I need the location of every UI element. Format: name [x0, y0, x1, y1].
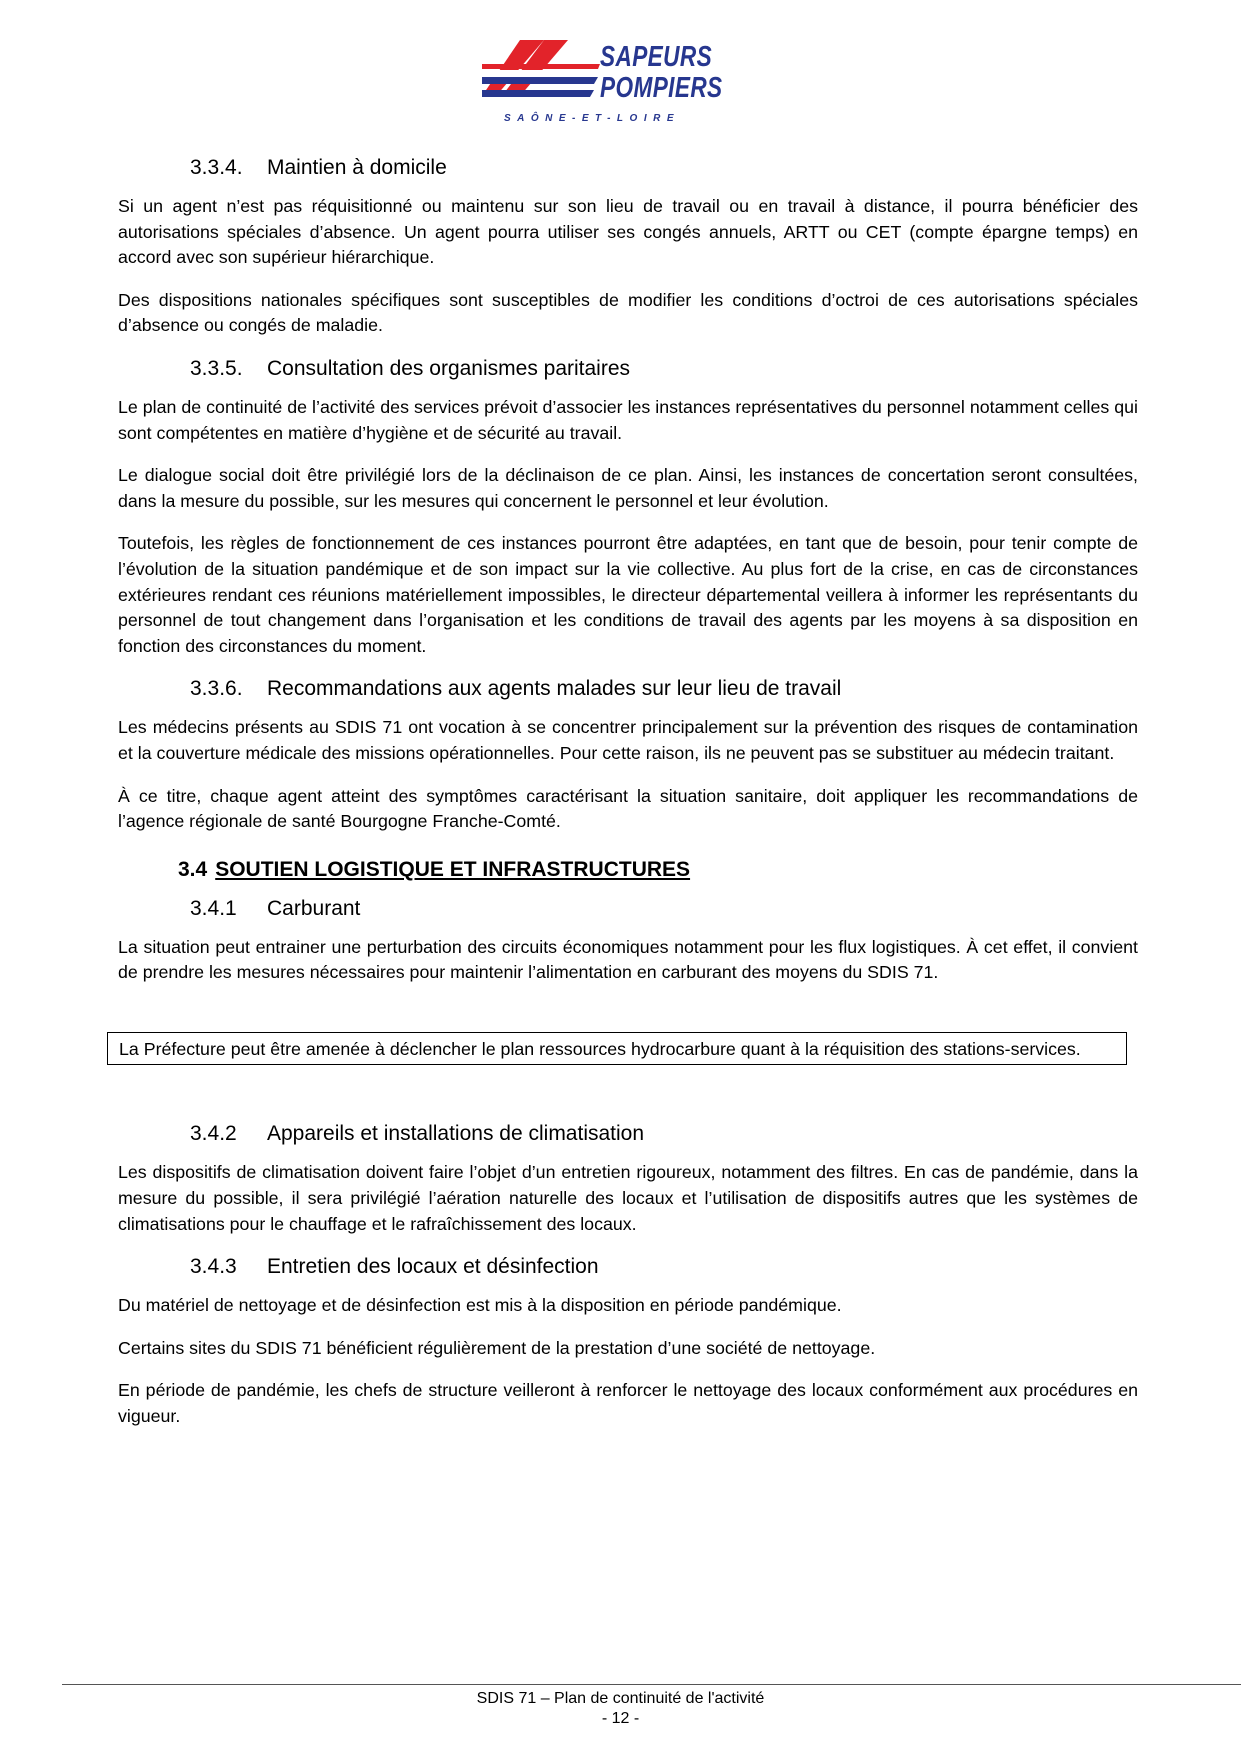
heading-number: 3.3.4. [190, 156, 243, 179]
heading-number: 3.3.5. [190, 356, 243, 380]
paragraph: Si un agent n’est pas réquisitionné ou maintenu sur son lieu de travail ou en travail à distance, il pourra bénéficier des autorisations spéciales d’absence. Un agent pourra utiliser ses congés annuels, ARTT ou CET (compte épargne temps) en accord avec son supérieur hiérarchique. [118, 196, 1138, 268]
heading-title: Maintien à domicile [267, 156, 447, 179]
paragraph: La situation peut entrainer une perturbation des circuits économiques notamment pour les flux logistiques. À cet effet, il convient de prendre les mesures nécessaires pour maintenir l’alimentation en carburant des moyens du SDIS 71. [118, 936, 1138, 983]
heading-number: 3.3.6. [190, 677, 243, 701]
flame-stripes-icon [482, 40, 600, 108]
heading-3-3-5 [190, 356, 1138, 382]
heading-3-4 [178, 857, 1138, 883]
paragraph: Des dispositions nationales spécifiques sont susceptibles de modifier les conditions d’octroi de ces autorisations spéciales d’absence ou congés de maladie. [118, 289, 1138, 336]
heading-3-4-2 [190, 1121, 1138, 1147]
footer-title: SDIS 71 – Plan de continuité de l'activité [476, 1690, 765, 1707]
heading-title: Consultation des organismes paritaires [267, 356, 631, 380]
paragraph: Les médecins présents au SDIS 71 ont vocation à se concentrer principalement sur la prévention des risques de contamination et la couverture médicale des missions opérationnelles. Pour cette raison, ils ne peuvent pas se substituer au médecin traitant. [118, 717, 1138, 763]
heading-3-3-4 [190, 155, 1138, 181]
paragraph: À ce titre, chaque agent atteint des symptômes caractérisant la situation sanitaire, doit appliquer les recommandations de l’agence régionale de santé Bourgogne Franche-Comté. [118, 785, 1138, 832]
heading-3-3-6 [190, 676, 1138, 702]
paragraph: Certains sites du SDIS 71 bénéficient régulièrement de la prestation d’une société de nettoyage. [118, 1337, 876, 1358]
heading-number: 3.4.1 [190, 896, 237, 920]
boxed-note [107, 1032, 1127, 1066]
heading-title: Entretien des locaux et désinfection [267, 1255, 599, 1279]
paragraph: Toutefois, les règles de fonctionnement de ces instances pourront être adaptées, en tant que de besoin, pour tenir compte de l’évolution de la situation pandémique et de son impact sur la vie collective. Au plus fort de la crise, en cas de circonstances extérieures rendant ces réunions matériellement impossibles, le directeur départemental veillera à informer les représentants du personnel de tout changement dans l’organisation et les conditions de travail des agents par les moyens à sa disposition en fonction des circonstances du moment. [118, 533, 1138, 656]
logo-line-2: POMPIERS [600, 72, 723, 104]
paragraph: En période de pandémie, les chefs de structure veilleront à renforcer le nettoyage des locaux conformément aux procédures en vigueur. [118, 1380, 1138, 1427]
footer-divider [62, 1684, 1241, 1685]
page-number: - 12 - [601, 1710, 640, 1727]
heading-3-4-1 [190, 896, 1138, 922]
heading-title: Carburant [267, 896, 361, 920]
heading-number: 3.4.2 [190, 1122, 237, 1146]
paragraph: Le plan de continuité de l’activité des services prévoit d’associer les instances représentatives du personnel notamment celles qui sont compétentes en matière d’hygiène et de sécurité au travail. [118, 396, 1138, 443]
page-footer [0, 1689, 1241, 1729]
heading-number: 3.4 [178, 857, 208, 881]
paragraph: Du matériel de nettoyage et de désinfection est mis à la disposition en période pandémique. [118, 1295, 842, 1316]
paragraph: Le dialogue social doit être privilégié lors de la déclinaison de ce plan. Ainsi, les instances de concertation seront consultées, dans la mesure du possible, sur les mesures qui concernent le personnel et leur évolution. [118, 465, 1138, 511]
heading-title: Recommandations aux agents malades sur leur lieu de travail [267, 677, 842, 701]
heading-title: SOUTIEN LOGISTIQUE ET INFRASTRUCTURES [215, 857, 691, 881]
paragraph: Les dispositifs de climatisation doivent faire l’objet d’un entretien rigoureux, notamment des filtres. En cas de pandémie, dans la mesure du possible, il sera privilégié l’aération naturelle des locaux et l’utilisation de dispositifs autres que les systèmes de climatisations pour le chauffage et le rafraîchissement des locaux. [118, 1162, 1138, 1234]
heading-title: Appareils et installations de climatisation [267, 1122, 645, 1146]
heading-number: 3.4.3 [190, 1255, 237, 1279]
document-body [118, 155, 1138, 1447]
sapeurs-pompiers-logo [482, 40, 723, 132]
heading-3-4-3 [190, 1254, 1138, 1280]
logo-line-1: SAPEURS [600, 41, 713, 73]
note-text: La Préfecture peut être amenée à déclencher le plan ressources hydrocarbure quant à la réquisition des stations-services. [119, 1038, 1081, 1059]
logo-subtitle: SAÔNE-ET-LOIRE [503, 113, 680, 124]
